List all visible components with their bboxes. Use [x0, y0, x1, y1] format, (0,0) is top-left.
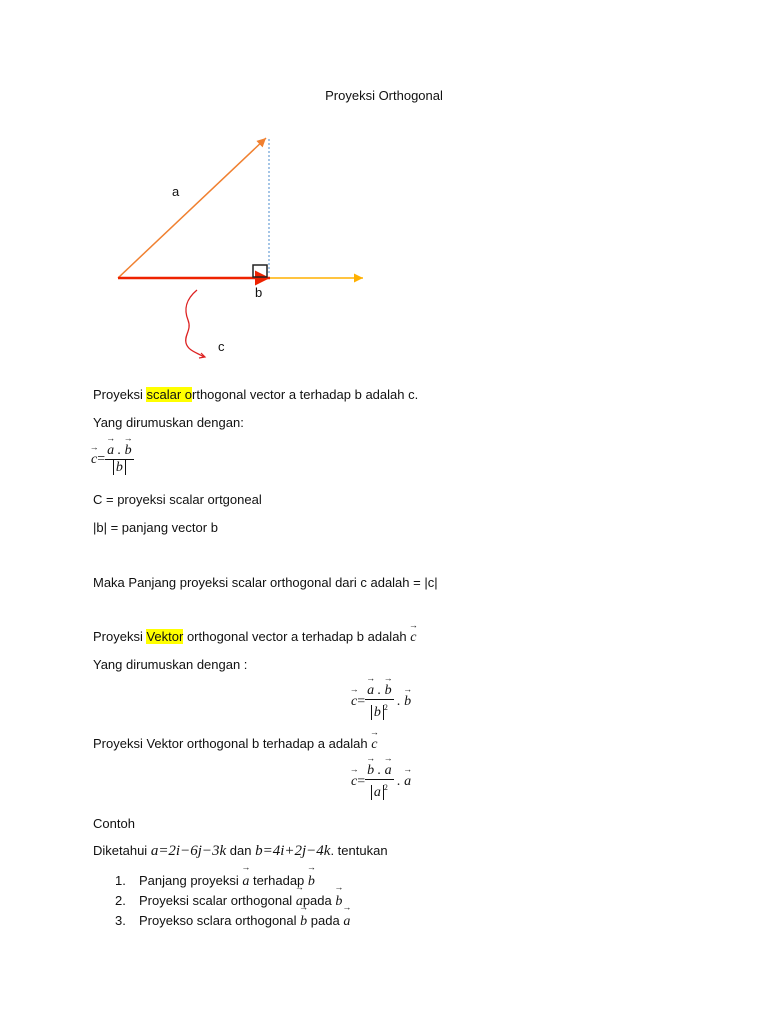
projection-brace — [186, 290, 204, 357]
definition-b: |b| = panjang vector b — [93, 520, 218, 535]
label-c: c — [218, 339, 225, 354]
list-item: 3. Proyekso sclara orthogonal → b pada → a — [115, 911, 350, 931]
scalar-intro: Proyeksi scalar orthogonal vector a terhadap b adalah c. — [93, 387, 419, 402]
vector-b-definition: b=4i+2j−4k — [255, 843, 331, 859]
list-item: 1. Panjang proyeksi → a terhadap → b — [115, 871, 350, 891]
vector-formula-intro: Yang dirumuskan dengan : — [93, 657, 248, 672]
scalar-formula-intro: Yang dirumuskan dengan: — [93, 415, 244, 430]
task-list — [115, 871, 350, 931]
example-given: Diketahui a=2i−6j−3k dan b=4i+2j−4k. tentukan — [93, 843, 388, 859]
right-angle-marker — [253, 265, 267, 277]
vector-intro: Proyeksi Vektor orthogonal vector a terhadap b adalah → c — [93, 629, 417, 646]
vector-a-line — [118, 138, 266, 278]
label-a: a — [172, 184, 180, 199]
vector-a-definition: a=2i−6j−3k — [150, 843, 227, 859]
definition-c: C = proyeksi scalar ortgoneal — [93, 492, 262, 507]
list-item: 2. Proyeksi scalar orthogonal → apada → b — [115, 891, 350, 911]
vector-b-on-a-line: Proyeksi Vektor orthogonal b terhadap a adalah → c — [93, 736, 377, 753]
vector-formula-b-on-a: → c= → $\frac{b . \to a}{a ^2}$ . → a — [351, 763, 411, 801]
example-heading: Contoh — [93, 816, 135, 831]
highlight-vektor: Vektor — [146, 629, 184, 644]
label-b: b — [255, 285, 263, 300]
scalar-length-line: Maka Panjang proyeksi scalar orthogonal dari c adalah = |c| — [93, 575, 438, 590]
vector-formula-a-on-b: → c= → $\frac{a . \to b}{b ^2}$ . → b — [351, 683, 411, 721]
projection-diagram — [100, 125, 390, 365]
scalar-formula: → c= → $\frac{a . \to b}{b}$ — [91, 443, 134, 476]
page-title: Proyeksi Orthogonal — [325, 88, 443, 103]
highlight-scalar: scalar o — [146, 387, 192, 402]
